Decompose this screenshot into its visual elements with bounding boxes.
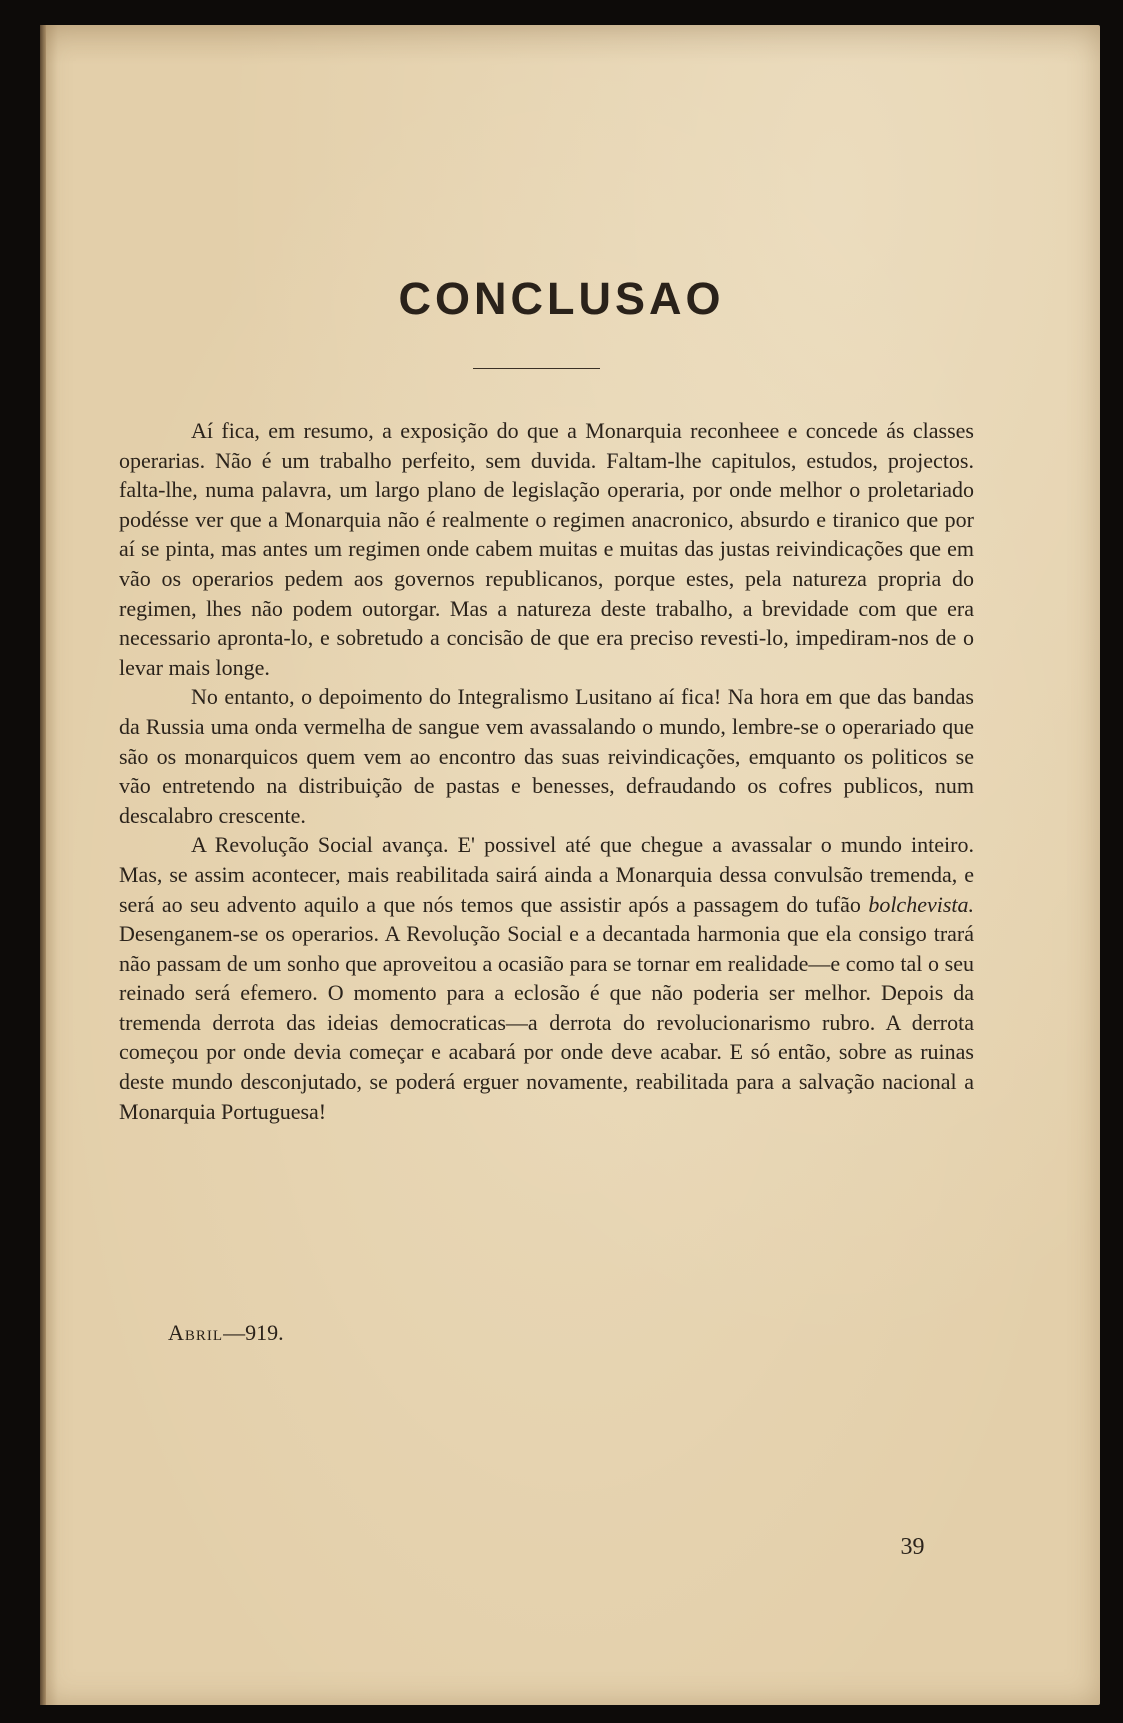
dateline-month: Abril — [168, 1320, 224, 1345]
title-rule — [473, 368, 600, 369]
page-number: 39 — [900, 1534, 925, 1560]
paragraph-3-italic: bolchevista. — [868, 891, 975, 917]
paragraph-2: No entanto, o depoimento do Integralismo Lusitano aí fica! Na hora em que das bandas da Russia uma onda vermelha de sangue vem avassalando o mundo, lembre-se o operariado que são os monarquicos quem vem ao encontro das suas reivindicações, emquanto os politicos se vão entretendo na distribuição de pastas e benesses, defraudando os cofres publicos, num descalabro crescente. — [119, 684, 974, 828]
body-text — [119, 416, 974, 1126]
paragraph-3-text-a: A Revolução Social avança. E' possivel até que chegue a avassalar o mundo inteiro. Mas, se assim acontecer, mais reabilitada sairá ainda a Monarquia dessa convulsão tremenda, e será ao seu advento aquilo a que nós temos que assistir após a passagem do tufão — [119, 832, 974, 917]
dateline-year: —919. — [223, 1320, 284, 1345]
paragraph-1: Aí fica, em resumo, a exposição do que a Monarquia reconheee e concede ás classes operarias. Não é um trabalho perfeito, sem duvida. Faltam-lhe capitulos, estudos, projectos. falta-lhe, numa palavra, um largo plano de legislação operaria, por onde melhor o proletariado podésse ver que a Monarquia não é realmente o regimen anacronico, absurdo e tiranico que por aí se pinta, mas antes um regimen onde cabem muitas e muitas das justas reivindicações que em vão os operarios pedem aos governos republicanos, porque estes, pela natureza propria do regimen, lhes não podem outorgar. Mas a natureza deste trabalho, a brevidade com que era necessario apronta-lo, e sobretudo a concisão de que era preciso revesti-lo, impediram-nos de o levar mais longe. — [119, 418, 974, 680]
page-title: CONCLUSAO — [398, 273, 725, 324]
paragraph-3-text-b: Desenganem-se os operarios. A Revolução Social e a decantada harmonia que ela consigo trará não passam de um sonho que aproveitou a ocasião para se tornar em realidade—e como tal o seu reinado será efemero. O momento para a eclosão é que não poderia ser melhor. Depois da tremenda derrota das ideias democraticas—a derrota do revolucionarismo rubro. A derrota começou por onde devia começar e acabará por onde deve acabar. E só então, sobre as ruinas deste mundo desconjutado, se poderá erguer novamente, reabilitada para a salvação nacional a Monarquia Portuguesa! — [119, 921, 974, 1124]
paragraph-3 — [119, 830, 974, 1126]
dateline — [168, 1320, 284, 1346]
